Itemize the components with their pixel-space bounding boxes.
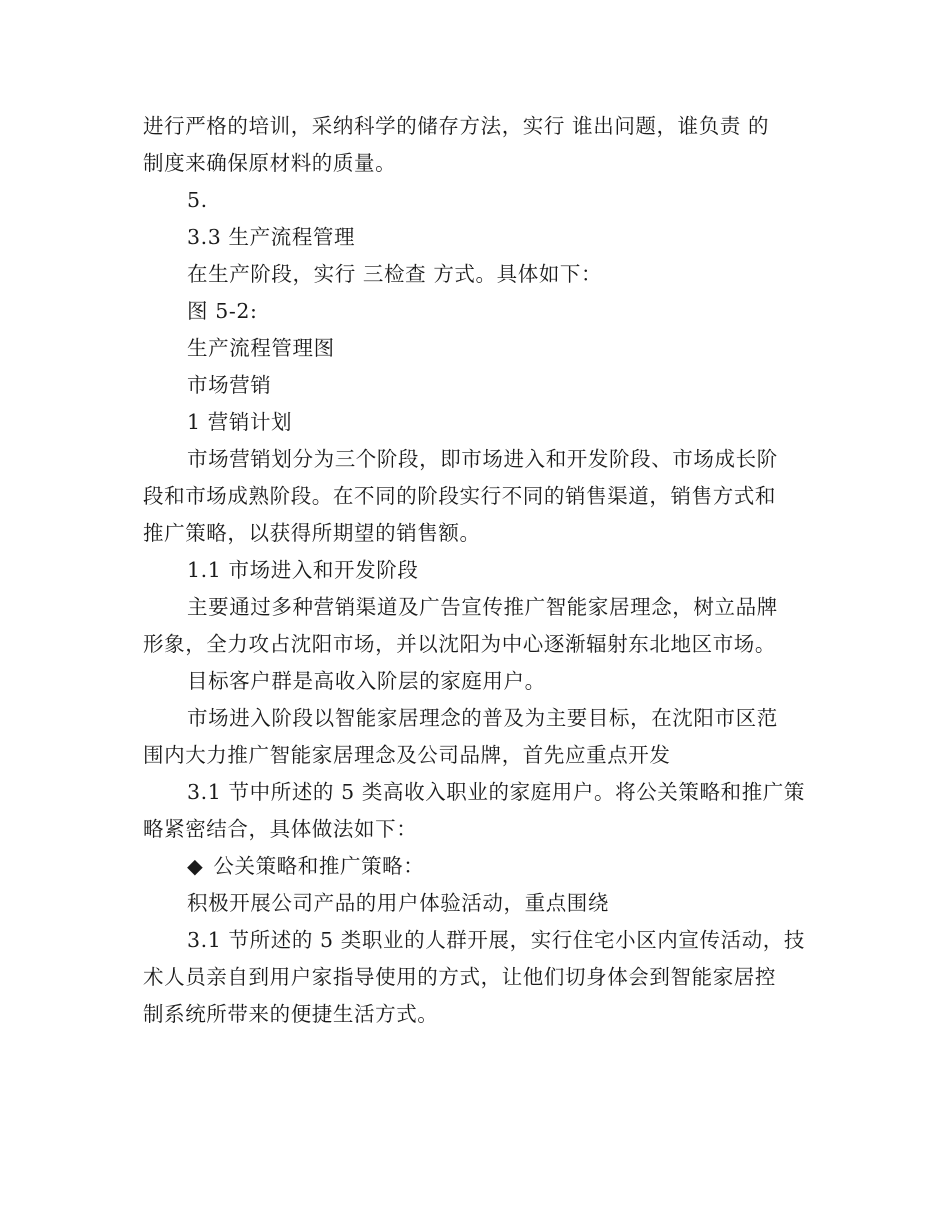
paragraph-line: 进行严格的培训，采纳科学的储存方法，实行 谁出问题，谁负责 的 bbox=[143, 114, 770, 138]
paragraph-line: 围内大力推广智能家居理念及公司品牌，首先应重点开发 bbox=[143, 743, 671, 767]
paragraph-line: 积极开展公司产品的用户体验活动，重点围绕 bbox=[187, 891, 609, 915]
bullet-item bbox=[143, 848, 808, 885]
paragraph-line: 段和市场成熟阶段。在不同的阶段实行不同的销售渠道，销售方式和 bbox=[143, 484, 776, 508]
paragraph-line: 术人员亲自到用户家指导使用的方式，让他们切身体会到智能家居控 bbox=[143, 965, 776, 989]
bullet-item-text: 公关策略和推广策略： bbox=[213, 854, 425, 878]
document-body bbox=[143, 108, 808, 1033]
paragraph-line: 形象，全力攻占沈阳市场，并以沈阳为中心逐渐辐射东北地区市场。 bbox=[143, 632, 776, 656]
paragraph-line: 制度来确保原材料的质量。 bbox=[143, 151, 397, 175]
paragraph-line: 市场营销划分为三个阶段，即市场进入和开发阶段、市场成长阶 bbox=[187, 447, 778, 471]
section-heading: 3.3 生产流程管理 bbox=[187, 225, 356, 249]
paragraph-line: 目标客户群是高收入阶层的家庭用户。 bbox=[187, 669, 546, 693]
paragraph-line: 在生产阶段，实行 三检查 方式。具体如下： bbox=[187, 262, 603, 286]
paragraph-line: 主要通过多种营销渠道及广告宣传推广智能家居理念，树立品牌 bbox=[187, 595, 778, 619]
figure-label: 图 5-2: bbox=[187, 299, 258, 323]
section-number: 5. bbox=[187, 188, 208, 212]
section-heading: 市场营销 bbox=[187, 373, 272, 397]
paragraph-line: 市场进入阶段以智能家居理念的普及为主要目标，在沈阳市区范 bbox=[187, 706, 778, 730]
paragraph-line: 3.1 节中所述的 5 类高收入职业的家庭用户。将公关策略和推广策 bbox=[187, 780, 805, 804]
diamond-bullet-icon: ◆ bbox=[187, 854, 204, 878]
paragraph-line: 制系统所带来的便捷生活方式。 bbox=[143, 1002, 439, 1026]
section-heading: 1.1 市场进入和开发阶段 bbox=[187, 558, 419, 582]
paragraph-line: 略紧密结合，具体做法如下： bbox=[143, 817, 418, 841]
paragraph-line: 3.1 节所述的 5 类职业的人群开展，实行住宅小区内宣传活动，技 bbox=[187, 928, 805, 952]
paragraph-line: 推广策略，以获得所期望的销售额。 bbox=[143, 521, 481, 545]
section-heading: 1 营销计划 bbox=[187, 410, 293, 434]
figure-caption: 生产流程管理图 bbox=[187, 336, 335, 360]
